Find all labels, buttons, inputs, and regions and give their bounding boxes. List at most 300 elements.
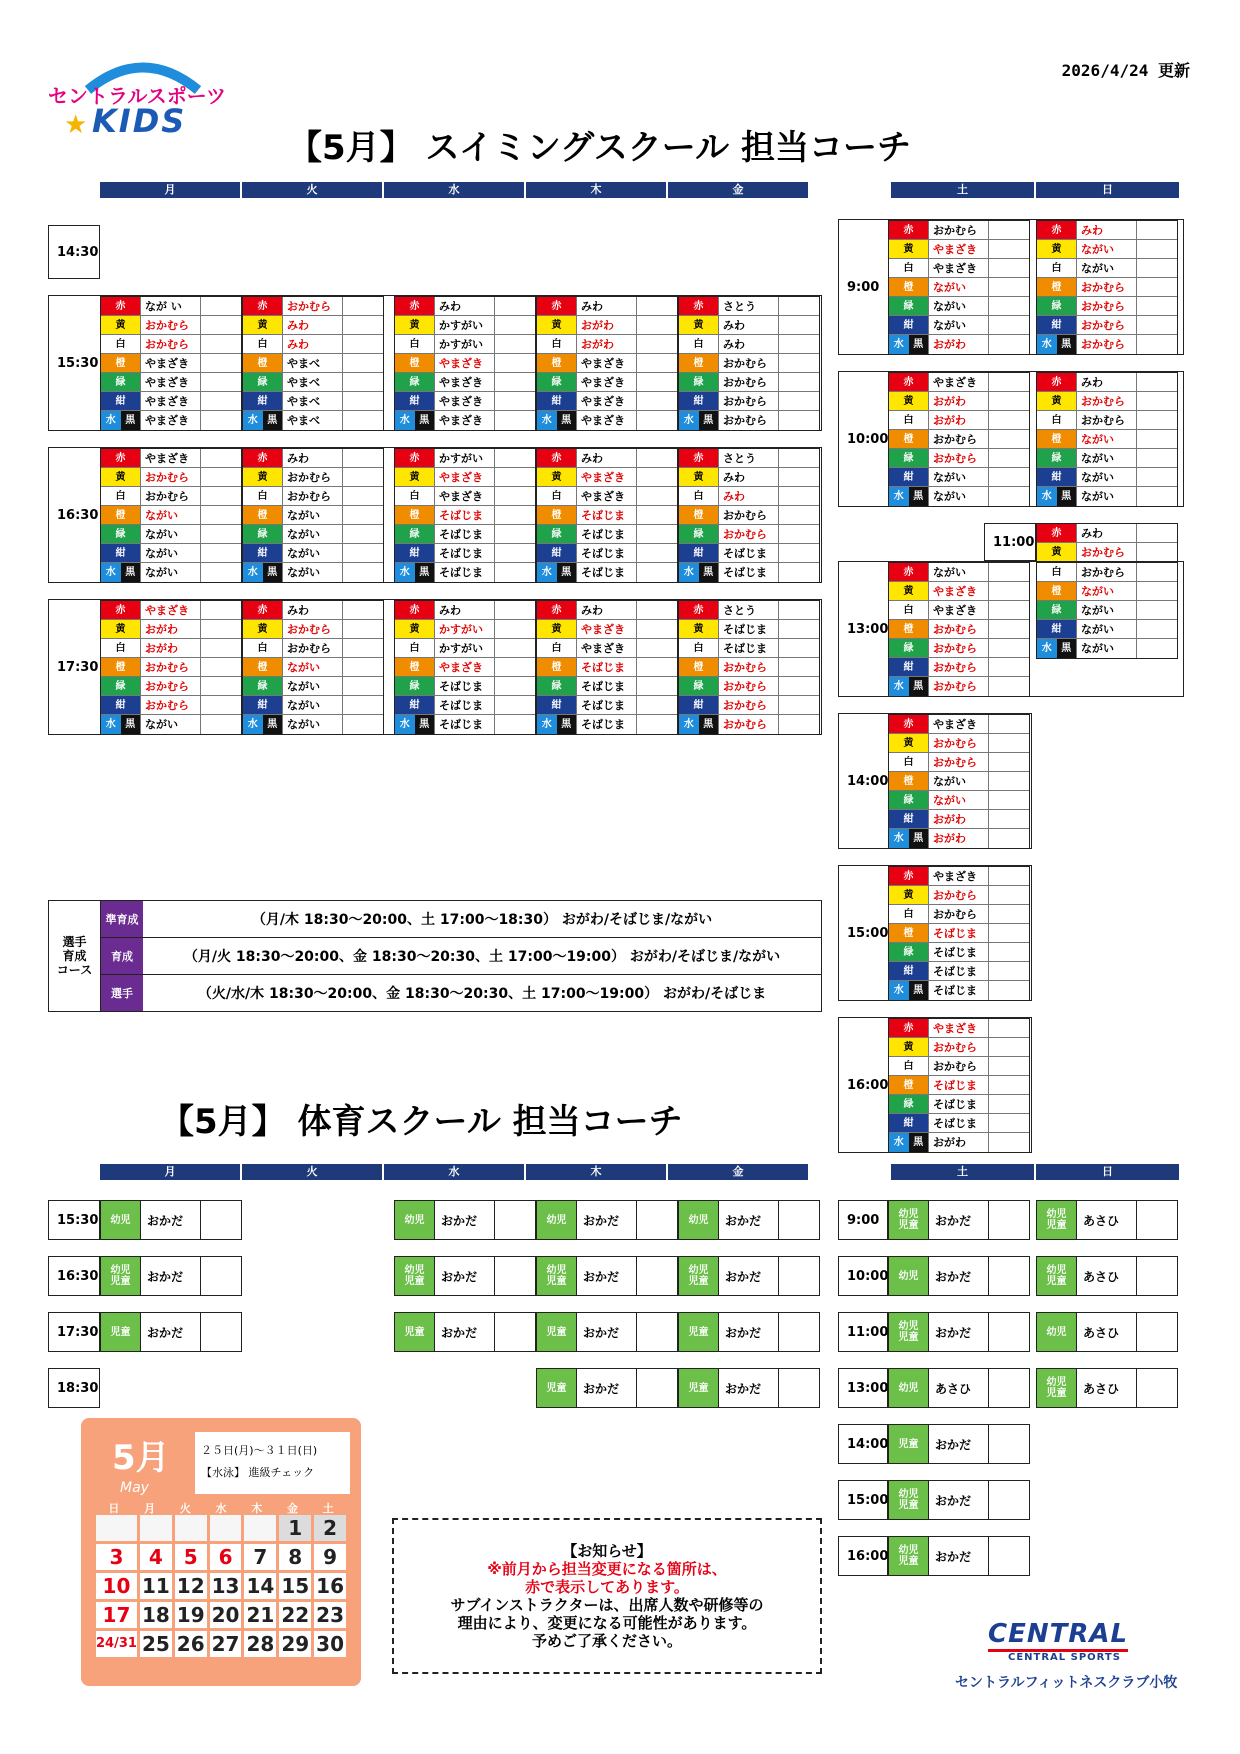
coach-row xyxy=(537,335,677,354)
coach-name: おがわ xyxy=(929,810,989,828)
course-label: 選手 育成 コース xyxy=(49,901,101,1011)
coach-sub xyxy=(637,487,677,505)
coach-name: おかむら xyxy=(719,715,779,734)
brand-logo-text: CENTRAL xyxy=(988,1619,1128,1652)
class-color-chip xyxy=(101,449,141,467)
gym-sub xyxy=(201,1201,241,1239)
coach-name: おかむら xyxy=(929,905,989,923)
class-color-chip xyxy=(537,468,577,486)
class-color-chip xyxy=(537,449,577,467)
class-color-chip xyxy=(679,392,719,410)
coach-row xyxy=(101,411,241,430)
coach-row xyxy=(395,563,535,582)
coach-sub xyxy=(201,696,241,714)
calendar-day: 11 xyxy=(141,1574,170,1598)
class-color-chip xyxy=(889,658,929,676)
coach-row xyxy=(1037,639,1177,658)
gym-slot xyxy=(678,1256,820,1296)
class-color-label: 緑 xyxy=(679,373,718,391)
coach-row xyxy=(1037,449,1177,468)
coach-sub xyxy=(989,601,1029,619)
time-label: 9:00 xyxy=(838,219,1184,355)
class-color-label: 橙 xyxy=(243,506,282,524)
coach-row xyxy=(1037,487,1177,506)
class-color-chip xyxy=(679,544,719,562)
class-color-label: 緑 xyxy=(537,373,576,391)
coach-row xyxy=(1037,430,1177,449)
coach-name: おかむら xyxy=(719,525,779,543)
class-color-label: 水 xyxy=(537,411,557,430)
gym-level-tag: 児童 xyxy=(537,1369,577,1407)
class-color-label: 黒 xyxy=(557,563,577,582)
calendar-day: 22 xyxy=(281,1603,310,1627)
class-color-chip xyxy=(537,563,577,582)
class-color-chip xyxy=(243,392,283,410)
coach-row xyxy=(889,392,1029,411)
coach-name: やまざき xyxy=(929,259,989,277)
coach-name: おかむら xyxy=(283,487,343,505)
class-color-label: 赤 xyxy=(395,449,434,467)
coach-row xyxy=(889,316,1029,335)
coach-sub xyxy=(343,468,383,486)
class-color-chip xyxy=(395,525,435,543)
logo-kids: KIDS xyxy=(92,102,187,140)
coach-sub xyxy=(637,639,677,657)
calendar-day: 23 xyxy=(316,1603,344,1627)
class-color-chip xyxy=(889,411,929,429)
coach-row xyxy=(537,715,677,734)
calendar-day: 8 xyxy=(279,1544,311,1570)
coach-column xyxy=(888,714,1030,849)
class-color-chip xyxy=(243,411,283,430)
coach-name: おかむら xyxy=(929,620,989,638)
class-color-chip xyxy=(101,544,141,562)
coach-name: やまざき xyxy=(929,715,989,733)
coach-row xyxy=(243,544,383,563)
class-color-chip xyxy=(243,620,283,638)
class-color-label: 緑 xyxy=(537,677,576,695)
day-header: 土 xyxy=(891,182,1036,198)
class-color-label: 白 xyxy=(1037,563,1076,581)
course-text: （月/木 18:30～20:00、土 17:00～18:30） おがわ/そばじま/ながい xyxy=(251,912,713,928)
class-color-label: 白 xyxy=(889,753,928,771)
class-color-label: 黒 xyxy=(909,487,929,506)
class-color-chip xyxy=(101,506,141,524)
coach-sub xyxy=(989,259,1029,277)
class-color-chip xyxy=(243,506,283,524)
coach-name: そばじま xyxy=(929,962,989,980)
coach-name: なが い xyxy=(141,297,201,315)
coach-row xyxy=(889,943,1029,962)
coach-row xyxy=(395,506,535,525)
gym-sub xyxy=(495,1257,535,1295)
coach-sub xyxy=(989,981,1029,1000)
coach-sub xyxy=(989,278,1029,296)
class-color-label: 黄 xyxy=(395,620,434,638)
coach-row xyxy=(889,886,1029,905)
class-color-label: 黒 xyxy=(415,563,435,582)
class-color-chip xyxy=(1037,543,1077,562)
gym-coach-name: おかだ xyxy=(577,1369,637,1407)
class-color-chip xyxy=(1037,620,1077,638)
gym-sub xyxy=(637,1369,677,1407)
coach-name: そばじま xyxy=(435,506,495,524)
coach-row xyxy=(395,468,535,487)
coach-name: みわ xyxy=(719,468,779,486)
coach-name: そばじま xyxy=(929,1095,989,1113)
notice-line-3: サブインストラクターは、出席人数や研修等の xyxy=(450,1596,764,1614)
calendar-day xyxy=(244,1515,276,1541)
coach-name: やまざき xyxy=(435,487,495,505)
coach-name: ながい xyxy=(1077,601,1137,619)
class-color-label: 黄 xyxy=(395,468,434,486)
coach-sub xyxy=(989,810,1029,828)
coach-row xyxy=(1037,259,1177,278)
gym-sub xyxy=(495,1313,535,1351)
class-color-label: 紺 xyxy=(889,962,928,980)
class-color-label: 赤 xyxy=(243,297,282,315)
coach-name: ながい xyxy=(283,696,343,714)
gym-level-tag: 幼児 xyxy=(889,1257,929,1295)
class-color-label: 橙 xyxy=(1037,582,1076,600)
coach-sub xyxy=(201,601,241,619)
class-color-label: 緑 xyxy=(889,449,928,467)
coach-sub xyxy=(989,639,1029,657)
class-color-chip xyxy=(101,373,141,391)
class-color-chip xyxy=(679,677,719,695)
notice-line-5: 予めご了承ください。 xyxy=(531,1632,682,1650)
coach-row xyxy=(243,297,383,316)
calendar-day: 29 xyxy=(281,1632,310,1656)
calendar-day: 25 xyxy=(141,1632,170,1656)
class-color-label: 黒 xyxy=(121,715,141,734)
class-color-chip xyxy=(101,696,141,714)
coach-name: そばじま xyxy=(929,1076,989,1094)
gym-slot xyxy=(100,1256,242,1296)
coach-name: おかむら xyxy=(719,658,779,676)
class-color-label: 赤 xyxy=(395,297,434,315)
day-header: 木 xyxy=(526,182,668,198)
coach-sub xyxy=(343,354,383,372)
calendar-day: 17 xyxy=(96,1602,137,1628)
coach-row xyxy=(243,449,383,468)
coach-name: そばじま xyxy=(719,544,779,562)
class-color-chip xyxy=(395,658,435,676)
gym-coach-name: おかだ xyxy=(929,1425,989,1463)
coach-name: おかむら xyxy=(719,411,779,430)
coach-row xyxy=(243,525,383,544)
coach-sub xyxy=(1137,601,1177,619)
coach-row xyxy=(243,373,383,392)
coach-sub xyxy=(637,525,677,543)
coach-row xyxy=(889,753,1029,772)
class-color-label: 黒 xyxy=(121,563,141,582)
coach-name: やまざき xyxy=(577,639,637,657)
class-color-label: 橙 xyxy=(889,278,928,296)
class-color-chip xyxy=(101,658,141,676)
coach-row xyxy=(537,316,677,335)
class-color-label: 緑 xyxy=(1037,601,1076,619)
class-color-chip xyxy=(889,1076,929,1094)
class-color-label: 白 xyxy=(395,335,434,353)
coach-row xyxy=(1037,543,1177,562)
calendar-weekdays xyxy=(96,1500,346,1516)
coach-name: おかむら xyxy=(719,677,779,695)
class-color-chip xyxy=(395,468,435,486)
gym-slot xyxy=(394,1256,536,1296)
coach-row xyxy=(537,658,677,677)
coach-row xyxy=(679,335,819,354)
coach-column xyxy=(394,296,536,431)
coach-row xyxy=(243,563,383,582)
coach-row xyxy=(679,601,819,620)
gym-sub xyxy=(637,1201,677,1239)
coach-sub xyxy=(495,525,535,543)
class-color-chip xyxy=(537,373,577,391)
coach-row xyxy=(537,373,677,392)
class-color-label: 白 xyxy=(537,335,576,353)
coach-name: そばじま xyxy=(577,696,637,714)
coach-name: みわ xyxy=(1077,524,1137,542)
calendar-weekday: 土 xyxy=(322,1502,334,1515)
swim-weekday-header xyxy=(100,182,822,198)
class-color-label: 緑 xyxy=(1037,449,1076,467)
class-color-chip xyxy=(679,639,719,657)
class-color-chip xyxy=(537,392,577,410)
class-color-label: 水 xyxy=(101,563,121,582)
coach-name: ながい xyxy=(283,506,343,524)
class-color-label: 黄 xyxy=(889,392,928,410)
coach-row xyxy=(889,658,1029,677)
class-color-chip xyxy=(1037,601,1077,619)
time-label: 15:00 xyxy=(838,865,1032,1001)
class-color-label: 橙 xyxy=(395,506,434,524)
gym-slot xyxy=(888,1536,1030,1576)
coach-name: やまざき xyxy=(435,658,495,676)
coach-column xyxy=(888,372,1030,507)
coach-row xyxy=(889,373,1029,392)
class-color-chip xyxy=(537,677,577,695)
class-color-chip xyxy=(889,791,929,809)
class-color-chip xyxy=(1037,468,1077,486)
class-color-label: 緑 xyxy=(395,525,434,543)
class-color-chip xyxy=(243,563,283,582)
coach-column xyxy=(1036,220,1178,355)
coach-name: さとう xyxy=(719,601,779,619)
coach-name: やまざき xyxy=(141,354,201,372)
class-color-label: 黄 xyxy=(889,582,928,600)
calendar-day: 14 xyxy=(246,1574,275,1598)
class-color-chip xyxy=(679,487,719,505)
class-color-label: 紺 xyxy=(537,392,576,410)
gym-slot xyxy=(536,1200,678,1240)
coach-sub xyxy=(989,1133,1029,1152)
gym-sub xyxy=(495,1201,535,1239)
coach-column xyxy=(536,448,678,583)
gym-slot xyxy=(888,1480,1030,1520)
calendar-day: 26 xyxy=(176,1632,205,1656)
class-color-chip xyxy=(243,639,283,657)
coach-name: おかむら xyxy=(141,316,201,334)
gym-coach-name: おかだ xyxy=(929,1257,989,1295)
calendar-day: 27 xyxy=(211,1632,240,1656)
class-color-chip xyxy=(101,563,141,582)
coach-row xyxy=(537,449,677,468)
coach-sub xyxy=(637,620,677,638)
coach-name: やまざき xyxy=(929,240,989,258)
class-color-chip xyxy=(101,468,141,486)
coach-name: おかむら xyxy=(929,1038,989,1056)
time-label: 11:00 xyxy=(838,1312,888,1352)
coach-row xyxy=(243,316,383,335)
coach-sub xyxy=(637,563,677,582)
class-color-chip xyxy=(1037,430,1077,448)
coach-name: みわ xyxy=(1077,373,1137,391)
class-color-label: 橙 xyxy=(1037,430,1076,448)
calendar-day: 3 xyxy=(96,1544,137,1570)
gym-coach-name: おかだ xyxy=(719,1313,779,1351)
course-rows xyxy=(101,901,821,1011)
coach-row xyxy=(101,677,241,696)
class-color-label: 黒 xyxy=(263,563,283,582)
class-color-label: 紺 xyxy=(101,696,140,714)
coach-row xyxy=(889,468,1029,487)
coach-row xyxy=(889,962,1029,981)
gym-level-tag: 児童 xyxy=(679,1313,719,1351)
calendar-day: 20 xyxy=(211,1603,240,1627)
gym-slot xyxy=(888,1424,1030,1464)
class-color-label: 紺 xyxy=(101,544,140,562)
calendar-note-event: 【水泳】 進級チェック xyxy=(201,1466,315,1479)
coach-name: おかむら xyxy=(1077,297,1137,315)
coach-sub xyxy=(343,658,383,676)
coach-sub xyxy=(495,620,535,638)
coach-name: みわ xyxy=(577,601,637,619)
class-color-chip xyxy=(537,316,577,334)
gym-sub xyxy=(989,1257,1029,1295)
class-color-label: 緑 xyxy=(395,677,434,695)
coach-name: ながい xyxy=(929,316,989,334)
gym-coach-name: おかだ xyxy=(929,1481,989,1519)
coach-row xyxy=(679,487,819,506)
class-color-label: 黄 xyxy=(101,620,140,638)
coach-row xyxy=(395,335,535,354)
coach-name: みわ xyxy=(577,449,637,467)
coach-sub xyxy=(779,316,819,334)
class-color-chip xyxy=(1037,297,1077,315)
class-color-chip xyxy=(679,620,719,638)
coach-sub xyxy=(201,392,241,410)
coach-sub xyxy=(637,354,677,372)
coach-name: ながい xyxy=(929,487,989,506)
class-color-chip xyxy=(395,544,435,562)
class-color-chip xyxy=(1037,582,1077,600)
gym-slot xyxy=(888,1312,1030,1352)
coach-row xyxy=(889,715,1029,734)
gym-coach-name: おかだ xyxy=(719,1201,779,1239)
coach-sub xyxy=(201,468,241,486)
coach-row xyxy=(889,1095,1029,1114)
gym-slot xyxy=(1036,1312,1178,1352)
coach-name: そばじま xyxy=(435,696,495,714)
class-color-chip xyxy=(889,221,929,239)
coach-row xyxy=(1037,392,1177,411)
coach-sub xyxy=(201,658,241,676)
class-color-chip xyxy=(889,1114,929,1132)
class-color-label: 黒 xyxy=(415,411,435,430)
class-color-chip xyxy=(395,392,435,410)
class-color-chip xyxy=(679,658,719,676)
time-label: 11:00 xyxy=(984,523,1036,561)
coach-row xyxy=(889,1057,1029,1076)
coach-sub xyxy=(495,411,535,430)
class-color-label: 橙 xyxy=(889,924,928,942)
calendar-day: 16 xyxy=(316,1574,344,1598)
class-color-label: 紺 xyxy=(889,658,928,676)
coach-sub xyxy=(343,411,383,430)
coach-name: おかむら xyxy=(929,677,989,696)
coach-column xyxy=(242,448,384,583)
class-color-chip xyxy=(537,487,577,505)
coach-name: ながい xyxy=(283,658,343,676)
class-color-label: 水 xyxy=(243,563,263,582)
class-color-label: 黄 xyxy=(243,620,282,638)
coach-name: おかむら xyxy=(141,696,201,714)
class-color-label: 橙 xyxy=(679,506,718,524)
coach-sub xyxy=(1137,620,1177,638)
gym-slot xyxy=(678,1312,820,1352)
coach-name: おかむら xyxy=(283,468,343,486)
coach-sub xyxy=(637,468,677,486)
class-color-chip xyxy=(1037,487,1077,506)
coach-name: そばじま xyxy=(435,677,495,695)
coach-name: みわ xyxy=(283,316,343,334)
coach-name: みわ xyxy=(719,487,779,505)
class-color-label: 黒 xyxy=(557,411,577,430)
class-color-chip xyxy=(395,373,435,391)
coach-name: おがわ xyxy=(929,392,989,410)
calendar-day: 19 xyxy=(176,1603,205,1627)
coach-name: おかむら xyxy=(719,373,779,391)
calendar-day xyxy=(175,1515,207,1541)
class-color-label: 黄 xyxy=(395,316,434,334)
gym-level-tag: 幼児 児童 xyxy=(1037,1257,1077,1295)
coach-sub xyxy=(779,525,819,543)
gym-coach-name: あさひ xyxy=(1077,1201,1137,1239)
class-color-chip xyxy=(889,772,929,790)
coach-name: みわ xyxy=(435,297,495,315)
class-color-label: 白 xyxy=(243,487,282,505)
gym-coach-name: おかだ xyxy=(929,1537,989,1575)
coach-sub xyxy=(779,658,819,676)
coach-name: そばじま xyxy=(577,715,637,734)
coach-sub xyxy=(201,316,241,334)
coach-name: ながい xyxy=(1077,449,1137,467)
gym-slot xyxy=(536,1368,678,1408)
calendar-day: 7 xyxy=(244,1544,276,1570)
coach-name: やまべ xyxy=(283,373,343,391)
gym-slot xyxy=(678,1368,820,1408)
coach-name: そばじま xyxy=(929,943,989,961)
class-color-chip xyxy=(243,601,283,619)
coach-sub xyxy=(343,392,383,410)
class-color-label: 白 xyxy=(889,259,928,277)
coach-name: おかむら xyxy=(283,297,343,315)
coach-sub xyxy=(779,297,819,315)
coach-row xyxy=(1037,563,1177,582)
coach-row xyxy=(1037,524,1177,543)
gym-level-tag: 児童 xyxy=(537,1313,577,1351)
